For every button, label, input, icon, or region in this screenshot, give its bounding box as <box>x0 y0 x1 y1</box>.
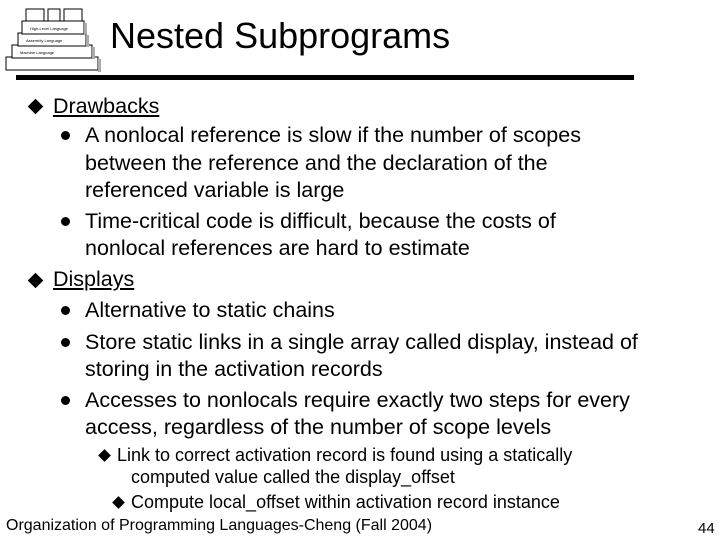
dot-bullet-icon <box>61 131 70 140</box>
display-3-line-1: Accesses to nonlocals require exactly two steps for every <box>85 388 630 412</box>
diamond-bullet-icon <box>28 273 44 289</box>
drawback-2-line-2: nonlocal references are hard to estimate <box>85 236 470 260</box>
logo-tier-assembly: Assembly Language <box>26 38 63 43</box>
drawback-1-line-1: A nonlocal reference is slow if the number of scopes <box>85 123 581 147</box>
drawback-1-line-2: between the reference and the declaration of the <box>85 151 548 175</box>
language-pyramid-logo <box>4 4 108 74</box>
logo-tier-high-level: High-Level Language <box>30 26 69 31</box>
dot-bullet-icon <box>61 306 70 315</box>
subitem-2-line-1: Compute local_offset within activation record instance <box>131 492 560 512</box>
subitem-1-line-1: Link to correct activation record is found using a statically <box>117 445 573 465</box>
dot-bullet-icon <box>61 217 70 226</box>
heading-drawbacks: Drawbacks <box>53 94 160 118</box>
page-number: 44 <box>698 520 715 537</box>
diamond-bullet-icon <box>28 99 44 115</box>
logo-tier-machine: Machine Language <box>20 50 55 55</box>
drawback-1-line-3: referenced variable is large <box>85 178 345 202</box>
dot-bullet-icon <box>61 396 70 405</box>
heading-displays: Displays <box>53 267 135 291</box>
display-2-line-2: storing in the activation records <box>85 357 383 381</box>
slide-footer: Organization of Programming Languages-Cheng (Fall 2004) <box>6 517 433 534</box>
page-title: Nested Subprograms <box>110 15 451 56</box>
title-divider <box>16 75 634 80</box>
display-1-line-1: Alternative to static chains <box>85 298 335 322</box>
drawback-2-line-1: Time-critical code is difficult, because the costs of <box>85 209 556 233</box>
display-3-line-2: access, regardless of the number of scope levels <box>85 415 552 439</box>
dot-bullet-icon <box>61 338 70 347</box>
diamond-bullet-icon <box>112 496 125 509</box>
diamond-bullet-icon <box>98 449 111 462</box>
display-2-line-1: Store static links in a single array called display, instead of <box>85 330 638 354</box>
subitem-1-line-2: computed value called the display_offset <box>131 467 455 487</box>
